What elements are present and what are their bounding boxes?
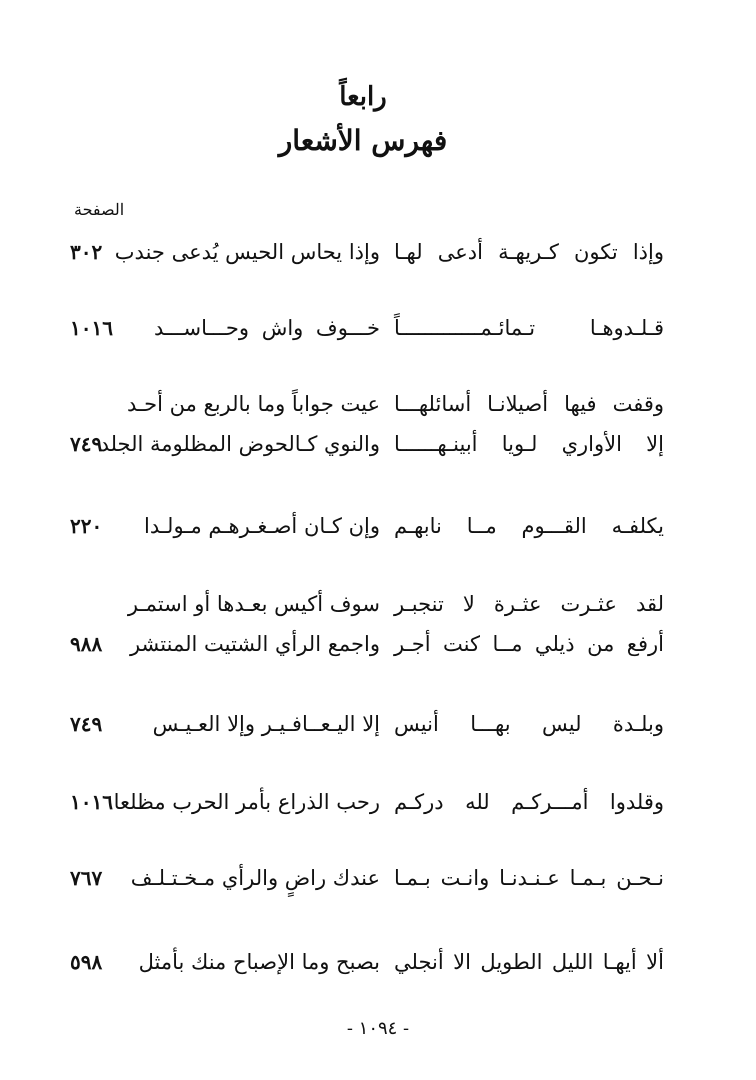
page-number: ٩٨٨ [70, 632, 103, 656]
first-hemistich: قـلـدوهـا تـمائـمـــــــــــــاً [394, 316, 664, 340]
section-number: رابعاً [339, 82, 387, 112]
poem-entry [70, 866, 664, 906]
poem-entry [70, 392, 664, 472]
second-hemistich: وإن كـان أصـغـرهـم مـولـدا [144, 514, 380, 538]
second-hemistich: واجمع الرأي الشتيت المنتشر [129, 632, 380, 656]
first-hemistich: إلا الأواري لـويا أبينـهــــــا [394, 432, 664, 456]
page-column-header: الصفحة [74, 200, 125, 219]
poem-entry [70, 712, 664, 752]
page-number: ٧٤٩ [70, 712, 103, 736]
second-hemistich: إلا اليـعــافـيـر وإلا العـيـس [152, 712, 380, 736]
poem-entry [70, 240, 664, 280]
verse-line [70, 514, 664, 554]
first-hemistich: نـحـن بـمـا عـنـدنـا وانـت بـمـا [394, 866, 664, 890]
verse-line [70, 790, 664, 830]
verse-line [70, 592, 664, 632]
page-number: ١٠١٦ [70, 790, 113, 814]
page-number: ٧٤٩ [70, 432, 103, 456]
first-hemistich: وقفت فيها أصيلانـا أسائلهـــا [394, 392, 664, 416]
first-hemistich: وبلـدة ليس بهـــا أنيس [394, 712, 664, 736]
verse-line [70, 632, 664, 672]
second-hemistich: وإذا يحاس الحيس يُدعى جندب [114, 240, 380, 264]
verse-line [70, 950, 664, 990]
verse-line [70, 240, 664, 280]
second-hemistich: بصبح وما الإصباح منك بأمثل [138, 950, 380, 974]
first-hemistich: أرفع من ذيلي مــا كنت أجـر [394, 632, 664, 656]
page-footer-number: - ١٠٩٤ - [346, 1018, 410, 1039]
second-hemistich: رحب الذراع بأمر الحرب مظلعا [113, 790, 380, 814]
poem-entry [70, 950, 664, 990]
section-title: فهرس الأشعار [278, 124, 448, 157]
verse-line [70, 432, 664, 472]
verse-line [70, 392, 664, 432]
page-number: ٢٢٠ [70, 514, 103, 538]
first-hemistich: ألا أيهـا الليل الطويل الا أنجلي [394, 950, 664, 974]
poem-entry [70, 514, 664, 554]
second-hemistich: عيت جواباً وما بالربع من أحـد [126, 392, 380, 416]
first-hemistich: يكلفـه القـــوم مــا نابهـم [394, 514, 664, 538]
poem-entry [70, 592, 664, 672]
second-hemistich: والنوي كـالحوض المظلومة الجلد [99, 432, 380, 456]
first-hemistich: وقلدوا أمـــركـم لله دركـم [394, 790, 664, 814]
verse-line [70, 712, 664, 752]
poem-entry [70, 790, 664, 830]
page-number: ١٠١٦ [70, 316, 113, 340]
first-hemistich: لقد عثـرت عثـرة لا تنجبـر [394, 592, 664, 616]
verse-line [70, 316, 664, 356]
page-number: ٥٩٨ [70, 950, 103, 974]
second-hemistich: سوف أكيس بعـدها أو استمـر [127, 592, 380, 616]
verse-line [70, 866, 664, 906]
page-number: ٧٦٧ [70, 866, 103, 890]
page-number: ٣٠٢ [70, 240, 103, 264]
second-hemistich: عندك راضٍ والرأي مـخـتـلـف [130, 866, 380, 890]
first-hemistich: وإذا تكون كـريهـة أدعى لهـا [394, 240, 664, 264]
poem-entry [70, 316, 664, 356]
second-hemistich: خـــوف واش وحـــاســـد [154, 316, 380, 340]
